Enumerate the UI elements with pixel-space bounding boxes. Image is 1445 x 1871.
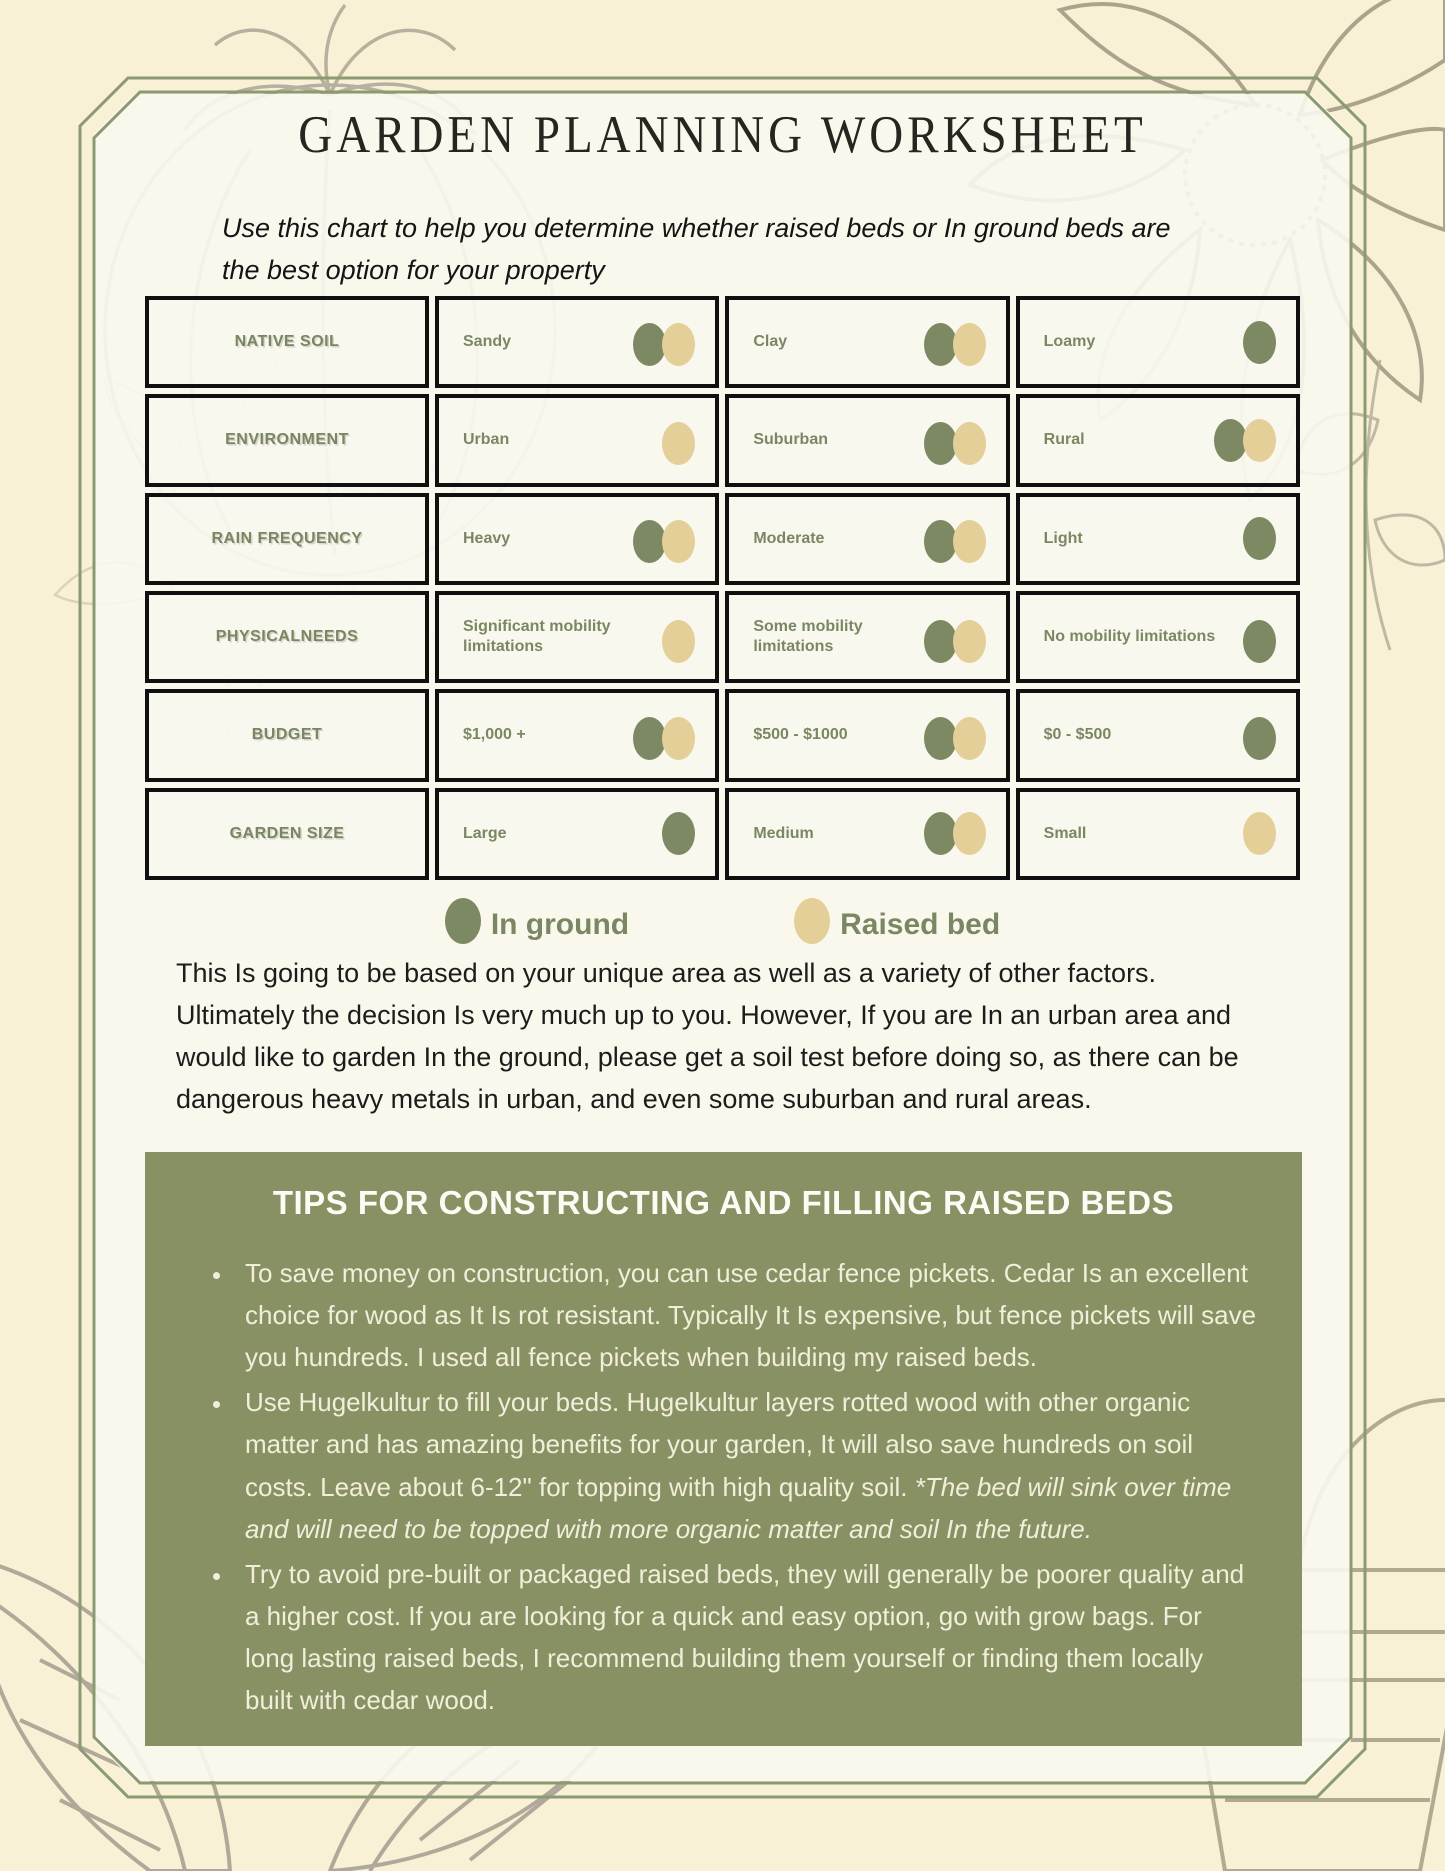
row-label-native-soil [145, 296, 429, 388]
note-paragraph: This Is going to be based on your unique area as well as a variety of other factors. Ultimately the decision Is very much up to you. However, If you are In an urban area and would like to garden In the ground, please get a soil test before doing so, as there can be dangerous heavy metals in urban, and even some suburban and rural areas. [176, 958, 1239, 1115]
row-label-text: ENVIRONMENT [225, 431, 349, 449]
option-cell-rural [1016, 394, 1300, 486]
raised-bed-dot [953, 620, 986, 663]
bullet-text: To save money on construction, you can use cedar fence pickets. Cedar Is an excellent choice for wood as It Is rot resistant. Typically It Is expensive, but fence pickets will save you hundreds. I used all fence pickets when building my raised beds. [245, 1258, 1257, 1373]
tips-bullet [233, 1252, 1258, 1378]
option-label: Urban [463, 431, 510, 449]
option-label: Small [1043, 824, 1087, 842]
row-label-rain-frequency [145, 493, 429, 585]
raised-bed-dot [794, 898, 830, 944]
raised-bed-dot [1243, 812, 1276, 855]
raised-bed-dot [662, 323, 695, 366]
raised-bed-dot [1243, 419, 1276, 462]
dot-group [924, 620, 986, 663]
raised-bed-dot [953, 323, 986, 366]
option-cell-clay [725, 296, 1009, 388]
option-cell-medium [725, 788, 1009, 880]
dot-group [924, 422, 986, 465]
tips-bullet [233, 1381, 1258, 1549]
tips-box [145, 1152, 1302, 1746]
row-label-physical-needs [145, 591, 429, 683]
dot-group [662, 422, 695, 465]
in-ground-dot [924, 812, 957, 855]
in-ground-dot [924, 323, 957, 366]
dot-group [1214, 419, 1276, 462]
option-label: $1,000 + [463, 726, 526, 744]
in-ground-dot [924, 620, 957, 663]
decision-table [145, 296, 1300, 880]
bullet-text: Try to avoid pre-built or packaged raised beds, they will generally be poorer quality and a higher cost. If you are looking for a quick and easy option, go with grow bags. For long lasting raised beds, I recommend building them yourself or finding them locally built with cedar wood. [245, 1558, 1245, 1716]
dot-group [633, 717, 695, 760]
raised-bed-dot [953, 520, 986, 563]
bullet-text: Use Hugelkultur to fill your beds. Hugelkultur layers rotted wood with other organic matter and has amazing benefits for your garden, It will also save hundreds on soil costs. Leave about 6-12" for topping with high quality soil. [245, 1387, 1194, 1502]
legend-label: In ground [490, 908, 630, 941]
option-cell-urban [435, 394, 719, 486]
row-label-text: PHYSICALNEEDS [215, 628, 359, 646]
dot-group [662, 812, 695, 855]
raised-bed-dot [662, 422, 695, 465]
option-label: $500 - $1000 [753, 726, 848, 744]
option-label: Heavy [463, 529, 511, 547]
in-ground-dot [445, 898, 481, 944]
row-label-text: NATIVE SOIL [234, 333, 340, 351]
option-label: Moderate [753, 529, 825, 547]
option-label: Large [463, 824, 507, 842]
in-ground-dot [1243, 717, 1276, 760]
option-cell-budget-mid [725, 689, 1009, 781]
dot-group [1243, 717, 1276, 760]
dot-group [1243, 812, 1276, 855]
option-cell-suburban [725, 394, 1009, 486]
in-ground-dot [1243, 321, 1276, 364]
dot-group [924, 323, 986, 366]
option-label: Sandy [463, 333, 512, 351]
raised-bed-dot [953, 717, 986, 760]
in-ground-dot [924, 422, 957, 465]
option-cell-loamy [1016, 296, 1300, 388]
legend [145, 898, 1300, 952]
raised-bed-dot [662, 717, 695, 760]
in-ground-dot [1243, 620, 1276, 663]
dot-group [924, 717, 986, 760]
option-label: No mobility limitations [1043, 628, 1216, 646]
option-label: Some mobility limitations [753, 618, 863, 656]
dot-group [924, 812, 986, 855]
option-cell-small [1016, 788, 1300, 880]
option-cell-heavy [435, 493, 719, 585]
option-label: Significant mobility limitations [463, 618, 611, 656]
bullet-italic-text: *The bed will sink over time and will need to be topped with more organic matter and soil In the future. [245, 1471, 1232, 1544]
raised-bed-dot [953, 812, 986, 855]
option-label: $0 - $500 [1043, 726, 1112, 744]
raised-bed-dot [662, 620, 695, 663]
option-cell-budget-low [1016, 689, 1300, 781]
raised-bed-dot [953, 422, 986, 465]
option-cell-some-mobility [725, 591, 1009, 683]
dot-group [1243, 321, 1276, 364]
in-ground-dot [924, 717, 957, 760]
option-label: Suburban [753, 431, 828, 449]
row-label-environment [145, 394, 429, 486]
option-cell-budget-high [435, 689, 719, 781]
in-ground-dot [1243, 517, 1276, 560]
in-ground-dot [662, 812, 695, 855]
dot-group [1243, 620, 1276, 663]
row-label-text: RAIN FREQUENCY [211, 529, 363, 547]
option-label: Medium [753, 824, 814, 842]
legend-label: Raised bed [840, 908, 1001, 941]
row-label-garden-size [145, 788, 429, 880]
in-ground-dot [924, 520, 957, 563]
legend-item-raised-bed [794, 898, 1000, 952]
tips-bullet [233, 1553, 1258, 1721]
option-cell-large [435, 788, 719, 880]
dot-group [924, 520, 986, 563]
option-cell-significant-mobility [435, 591, 719, 683]
raised-bed-dot [662, 520, 695, 563]
option-cell-light [1016, 493, 1300, 585]
tips-list [207, 1252, 1258, 1721]
dot-group [794, 898, 830, 944]
row-label-budget [145, 689, 429, 781]
option-label: Light [1043, 529, 1083, 547]
dot-group [633, 323, 695, 366]
option-label: Rural [1043, 431, 1085, 449]
page-title: GARDEN PLANNING WORKSHEET [298, 105, 1147, 165]
dot-group [662, 620, 695, 663]
option-cell-sandy [435, 296, 719, 388]
dot-group [633, 520, 695, 563]
option-cell-moderate [725, 493, 1009, 585]
legend-item-in-ground [445, 898, 629, 952]
option-label: Clay [753, 333, 788, 351]
page-subtitle: Use this chart to help you determine whether raised beds or In ground beds are the best option for your property [222, 213, 1171, 285]
row-label-text: BUDGET [251, 726, 323, 744]
dot-group [1243, 517, 1276, 560]
tips-title: TIPS FOR CONSTRUCTING AND FILLING RAISED BEDS [272, 1184, 1175, 1221]
option-label: Loamy [1043, 333, 1096, 351]
row-label-text: GARDEN SIZE [229, 824, 345, 842]
option-cell-no-mobility [1016, 591, 1300, 683]
dot-group [445, 898, 481, 944]
